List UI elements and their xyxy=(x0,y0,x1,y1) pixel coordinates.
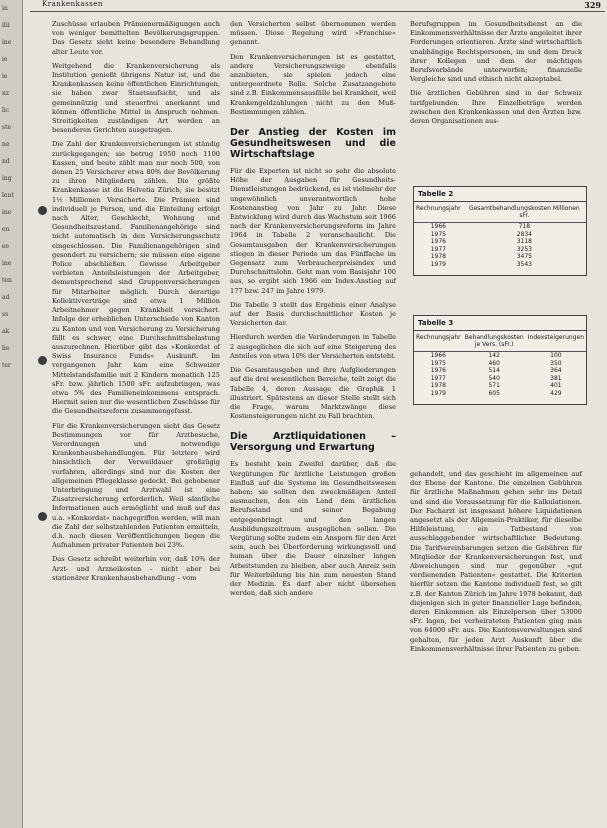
facing-page-fragment: lent xyxy=(2,192,14,199)
table-cell: 3118 xyxy=(516,238,532,246)
table-header: Gesamtbehandlungskosten Millionen sFr. xyxy=(463,202,586,223)
section-heading-physician-fees: Die Arztliquidationen – Versorgung und Erwartung xyxy=(230,431,396,454)
table-2 xyxy=(414,202,586,269)
text-column-left xyxy=(52,20,220,588)
facing-page-fragment: ten xyxy=(2,277,12,284)
facing-page-fragment: ss xyxy=(2,311,9,318)
facing-page-fragment: ing xyxy=(2,175,12,182)
table-cell: 142 xyxy=(488,352,500,359)
paragraph: Weitgehend die Krankenversicherung als Institution genießt übrigens Natur ist, und die Krankenkassen keine öffentlichen Einrichtungen, sie haben zwar Staatsaufsicht, und als gemeinnützig und steuerfrei anerkannt und können öffentliche Mittel in Anspruch nehmen. Streitigkeiten zuständigen Art werden an besonderen Gerichten ausgetragen. xyxy=(52,61,220,135)
facing-page-fragment: ine xyxy=(2,209,12,216)
paragraph: Zuschüsse erlauben Prämienermäßigungen auch von weniger bemittelten Bevölkerungsgruppen. Das Gesetz sieht keine besondere Behandlung alter Leute vor. xyxy=(52,20,220,56)
table-row xyxy=(414,360,586,368)
table-cell: 514 xyxy=(488,367,500,375)
text-column-right-bottom xyxy=(410,470,582,659)
table-cell: 1966 xyxy=(430,352,446,359)
facing-page-fragment: ter xyxy=(2,362,11,369)
table-cell: 381 xyxy=(550,374,562,382)
paragraph: Die Zahl der Krankenversicherungen ist ständig zurückgegangen; sie betrug 1950 noch 1100 Kassen, und heute zählt man nur noch 500, von denen 25 Versicherer etwa 80% der Bevölkerung zu ihren Mitgliedern zählen. Die größte Krankenkasse ist die Helvetia Zürich; sie besitzt 1½ Millionen Versicherte. Die Prämien sind individuell je Person, und die Einteilung erfolgt nach Alter, Geschlecht, Wohnung und Gesundheitszustand. Familienangehörige sind nicht automatisch in den Versicherungsschutz eingeschlossen. Die Familienangehörigen sind gesondert zu versichern; sie müssen eine eigene Police abschließen. Gewisse Arbeitgeber verbieten Anteilsleistungen der Arbeitgeber, dementsprechend sind Gruppenversicherungen für Mitarbeiter möglich. Durch derartige Kollektivverträge sind etwa 1 Million Arbeitnehmer gegen Krankheit versichert. Infolge der erheblichen Unterschiede von Kanton zu Kanton und von Versicherung zu Versicherung fällt es schwer, eine Durchschnittsbelastung auszurechnen. Hierüber gibt das »Konkordat of Swiss Insurance Funds« Auskunft. Im vergangenen Jahr kam eine Schweizer Mittelstandsfamilie mit 2 Kindern monatlich 125 sFr. bzw. jährlich 1500 sFr. aufzubringen, was etwa 5% des Familieneinkommens entsprach. Hiermit seien nur die wesentlichen Zuschüsse für die Gesundheitsreform zusammengefasst. xyxy=(52,140,220,416)
table-3-box xyxy=(413,315,587,405)
facing-page-fragment: ad xyxy=(2,294,10,301)
table-cell: 3475 xyxy=(516,253,532,261)
table-cell: 460 xyxy=(488,359,500,367)
table-row xyxy=(414,382,586,390)
facing-page-fragment: ee xyxy=(2,243,10,250)
table-cell: 1978 xyxy=(430,382,446,390)
table-cell: 1978 xyxy=(430,253,446,261)
table-2-box xyxy=(413,186,587,276)
table-row xyxy=(414,253,586,261)
table-title: Tabelle 2 xyxy=(414,187,586,202)
punch-hole xyxy=(38,206,47,215)
facing-page-fragment: ne xyxy=(2,141,10,148)
facing-page-fragment: ilii xyxy=(2,22,10,29)
table-cell: 3543 xyxy=(516,260,532,268)
table-cell: 350 xyxy=(550,359,562,367)
page-number: 329 xyxy=(584,0,601,10)
facing-page-fragment: in xyxy=(2,5,8,12)
table-header: Indexsteigerungen xyxy=(526,331,586,352)
table-cell: 1975 xyxy=(430,230,446,238)
paragraph: Berufsgruppen im Gesundheitsdienst an die Einkommensverhältnisse der Ärzte angeleitet ihrer Forderungen orientieren. Ärzte sind wirtschaftlich unabhängige Rechtspersonen, im und dem Druck ihrer Kollegen und dem der mächtigen Berufsverbände unterworfen; finanzielle Vergleiche sind und ethisch nicht akzeptabel. xyxy=(410,20,582,84)
paragraph: Für die Experten ist nicht so sehr die absolute Höhe der Ausgaben für Gesundheits-Dienstleistungen bedrückend, es ist vielmehr der ungewöhnlich unverantwortlich hohe Kostenanstieg von Jahr zu Jahr. Diese Entwicklung wird durch das Wachstum seit 1966 nach der Krankenversicherungsreform im Jahre 1964 in Tabelle 2 veranschaulicht. Die Gesamtausgaben der Krankenversicherungen stiegen in dieser Periode um das Fünffache im Gegensatz zum Verbraucherpreisindex und Durchschnittslohn. Geht man vom Basisjahr 100 aus, so ergibt sich 1966 ein Index-Anstieg auf 177 bzw. 247 im Jahre 1979. xyxy=(230,167,396,295)
paragraph: den Versicherten selbst übernommen werden müssen. Diese Regelung wird »Franchise« genannt. xyxy=(230,20,396,47)
table-cell: 2834 xyxy=(516,230,532,238)
text-column-right-top xyxy=(410,20,582,131)
table-header: Rechnungsjahr xyxy=(414,202,463,223)
paragraph: Das Gesetz schreibt weiterhin vor, daß 10% der Arzt- und Arzneikosten – nicht aber bei stationärer Krankenhausbehandlung – vom xyxy=(52,555,220,582)
facing-page-fragment: ine xyxy=(2,39,12,46)
facing-page-fragment: nz xyxy=(2,90,10,97)
facing-page-fragment: lic xyxy=(2,107,10,114)
facing-page-fragment: ine xyxy=(2,260,12,267)
facing-page-fragment: lie xyxy=(2,345,10,352)
table-row xyxy=(414,352,586,360)
table-cell: 1976 xyxy=(430,367,446,375)
table-cell: 1979 xyxy=(430,389,446,397)
table-row xyxy=(414,367,586,375)
table-cell: 571 xyxy=(488,382,500,390)
paragraph: Hierdurch werden die Veränderungen in Tabelle 2 ausgeglichen die sich auf eine Steigerung des Anteiles von etwa 10% der Versicherten entsteht. xyxy=(230,333,396,360)
running-title: Krankenkassen xyxy=(42,0,103,8)
table-row xyxy=(414,390,586,398)
table-row xyxy=(414,238,586,246)
section-heading-cost-increase: Der Anstieg der Kosten im Gesundheitswesen und die Wirtschaftslage xyxy=(230,127,396,161)
table-cell: 1979 xyxy=(430,260,446,268)
table-cell: 429 xyxy=(550,389,562,397)
paragraph: Für die Krankenversicherungen sieht das Gesetz Bestimmungen vor für Arztbesuche, Verordnungen und notwendige Krankenhausbehandlungen. Für letztere wird hinsichtlich der Verweildauer großzügig verfahren, allerdings sind nur die Kosten der allgemeinen Pflegeklasse gedeckt. Bei gehobener Unterbringung und Arztwahl ist eine Zusatzversicherung erforderlich. Weil sämtliche Informationen auch ermöglicht und muß auf das u.a. »Konkordat« nachgegriffen werden, will man die Zahl der selbstzahlenden Patienten ermitteln, d.h. nach diesen Veröffentlichungen liegen die Aufnahmen privater Patienten bei 23%. xyxy=(52,421,220,550)
facing-page-fragment: nd xyxy=(2,158,10,165)
paragraph: gehandelt, und das geschieht im allgemeinen auf der Ebene der Kantone. Die einzelnen Gebühren für ärztliche Maßnahmen gehen sehr ins Detail und sind die Voraussetzung für die Kalkulationen. Der Facharzt ist insgesamt höhere Liquidationen angesetzt als der Allgemein-Praktiker, für dieselbe Hilfeleistung, ein Tatbestand von ausschlaggebender wirtschaftlicher Bedeutung. Die Tarifvereinbarungen setzen die Gebühren für Mitglieder der Krankenversicherungen fest, und Abweichungen sind nur gegenüber »gut verdienenden Patienten« gestattet. Die Kriterien hierfür setzen die Kantone individuell fest, so gilt z.B. der Kanton Zürich im Jahre 1978 bekannt, daß diejenigen sich in guter finanzieller Lage befinden, deren Einkommen als Einzelperson über 53000 sFr. lagen, bei verheirateten Patienten ging man von 64000 sFr. aus. Die Kantonsverwaltungen sind gehalten, für jeden Arzt Auskunft über die Einkommensverhältnisse ihrer Patienten zu geben. xyxy=(410,470,582,653)
paragraph: Es besteht kein Zweifel darüber, daß die Vergütungen für ärztliche Leistungen großen Einfluß auf die Systeme im Gesundheitswesen haben; sie sollten den zweckmäßigen Anteil ausmachen, den ein Land dem ärztlichen Berufsstand und seiner Begabung entgegenbringt und den langen Ausbildungszeitraum ausgeglichen sollen. Die Vergütung sollte zudem ein Ansporn für den Arzt sein, auch bei Überforderung wirkungsvoll und human über die Dauer einzelner langen Arbeitstunden zu bleiben, aber auch Anreiz sein für Weiterbildung bis hin zum neuesten Stand der Medizin. Es darf aber nicht übersehen werden, daß sich andere xyxy=(230,460,396,598)
facing-page-fragment: en xyxy=(2,226,10,233)
table-header: Rechnungsjahr xyxy=(414,331,463,352)
table-row xyxy=(414,246,586,254)
table-row xyxy=(414,375,586,383)
table-cell: 100 xyxy=(550,352,562,359)
text-column-middle xyxy=(230,20,396,603)
table-row xyxy=(414,231,586,239)
facing-page-gutter xyxy=(0,0,23,828)
table-cell: 1975 xyxy=(430,359,446,367)
facing-page-fragment: ie xyxy=(2,73,8,80)
table-cell: 3253 xyxy=(516,245,532,253)
table-cell: 1976 xyxy=(430,238,446,246)
paragraph: Die Tabelle 3 stellt das Ergebnis einer Analyse auf der Basis durchschnittlicher Kosten je Versicherten dar. xyxy=(230,300,396,328)
punch-hole xyxy=(38,356,47,365)
punch-hole xyxy=(38,512,47,521)
table-cell: 540 xyxy=(488,374,500,382)
facing-page-fragment: ste xyxy=(2,124,12,131)
running-header xyxy=(30,0,605,12)
facing-page-fragment: ie xyxy=(2,56,8,63)
table-3 xyxy=(414,331,586,398)
table-title: Tabelle 3 xyxy=(414,316,586,331)
table-cell: 401 xyxy=(550,382,562,390)
table-cell: 1977 xyxy=(430,374,446,382)
table-cell: 1966 xyxy=(430,223,446,230)
paragraph: Den Krankenversicherungen ist es gestattet, andere Versicherungszweige ebenfalls anzubieten, sie spielen jedoch eine untergeordnete Rolle. Solche Zusatzangebote sind z.B. Einkommensausfälle bei Krankheit, weil Krankengeldzahlungen nicht zu den Muß-Bestimmungen zählen. xyxy=(230,52,396,116)
table-cell: 605 xyxy=(488,389,500,397)
table-cell: 1977 xyxy=(430,245,446,253)
paragraph: Die ärztlichen Gebühren sind in der Schweiz tarifgebunden. Ihre Einzelbeträge werden zwischen den Krankenkassen und den Ärzten bzw. deren Organisationen aus- xyxy=(410,89,582,126)
paragraph: Die Gesamtausgaben und ihre Aufgliederungen auf die drei wesentlichen Bereiche, teilt zeigt die Tabelle 4, deren Aussage die Graphik 1 illustriert. Spätestens an dieser Stelle stellt sich die Frage, warum Marktzwänge diese Kostensteigerungen nicht zu Fall brachten. xyxy=(230,366,396,421)
table-cell: 364 xyxy=(550,367,562,375)
table-cell: 718 xyxy=(518,223,531,230)
table-header: Behandlungskosten je Vers. (sFr.) xyxy=(463,331,526,352)
facing-page-fragment: ak xyxy=(2,328,10,335)
table-row xyxy=(414,261,586,269)
table-row xyxy=(414,223,586,231)
